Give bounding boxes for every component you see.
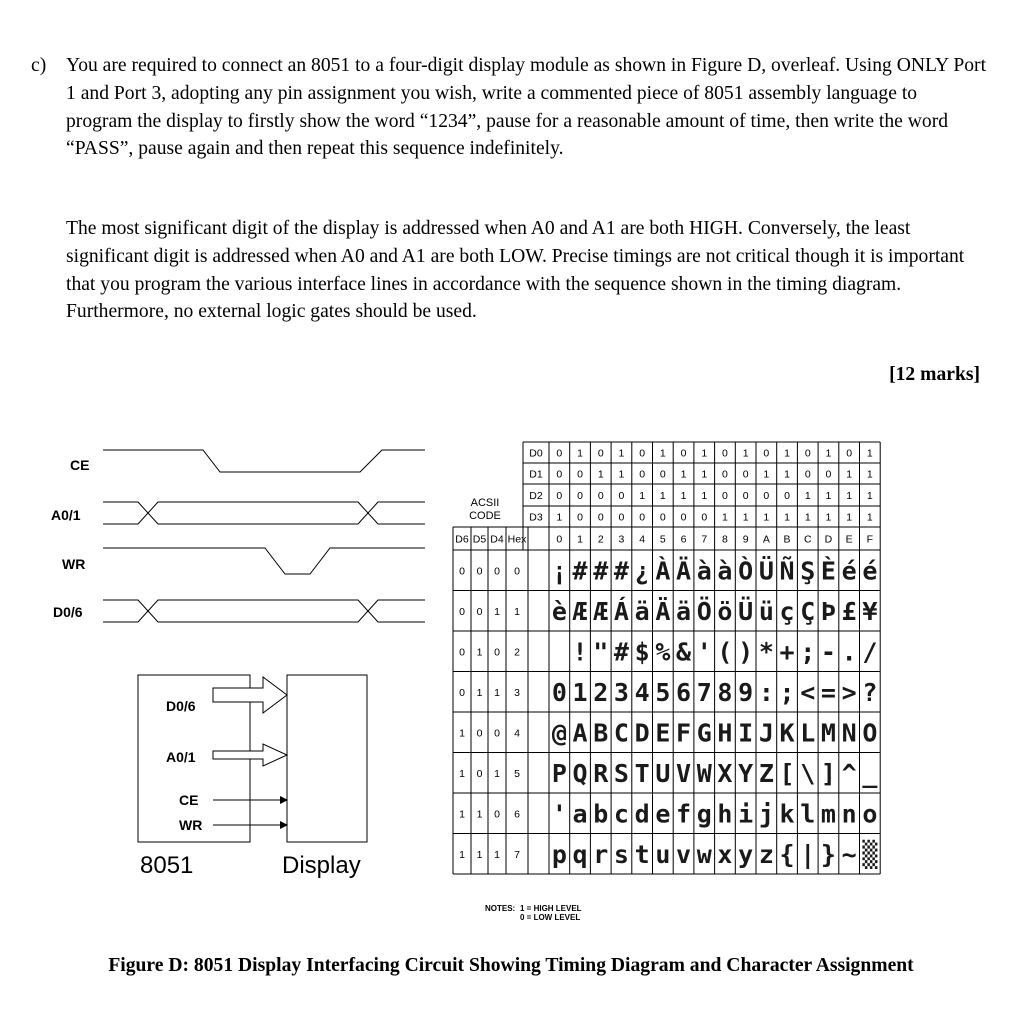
bit-cell: 0 [722, 468, 728, 481]
char-glyph: u [655, 839, 671, 869]
char-glyph: F [676, 718, 692, 748]
char-glyph: d [634, 799, 650, 829]
char-glyph: Ä [655, 596, 671, 626]
char-glyph: t [634, 839, 650, 869]
bit-row-label: D3 [529, 511, 543, 524]
char-glyph: R [593, 758, 609, 788]
bit-cell: 1 [763, 511, 770, 524]
row-bit-cell: 0 [459, 565, 465, 578]
question-paragraph-2: The most significant digit of the display is addressed when A0 and A1 are both HIGH. Conversely, the least significant digit is addressed when A0 and A1 are both LOW. Precise timings are not critical though it is important that you program the various interface lines in accordance with the sequence shown in the timing diagram. Furthermore, no external logic gates should be used. [66, 218, 965, 323]
char-glyph: T [634, 758, 650, 788]
pin-label-d06: D0/6 [166, 698, 196, 714]
bit-cell: 0 [742, 468, 749, 481]
row-bit-cell: 0 [476, 767, 483, 780]
bit-cell: 1 [846, 511, 853, 524]
bit-row-label: D2 [529, 490, 543, 502]
char-glyph: ä [676, 596, 692, 626]
row-bit-cell: 1 [476, 808, 483, 821]
char-glyph: Ò [738, 556, 754, 586]
bit-row-label: D0 [529, 447, 543, 460]
header-cell: D5 [472, 533, 487, 546]
char-glyph: n [841, 799, 857, 829]
bit-cell: 1 [659, 447, 666, 460]
row-bit-cell: 1 [494, 686, 500, 699]
row-bit-cell: 0 [476, 565, 483, 578]
char-glyph: Ç [800, 596, 816, 626]
bit-cell: 0 [597, 511, 604, 524]
char-glyph: H [717, 718, 733, 748]
char-glyph: ; [800, 637, 816, 667]
char-glyph: m [820, 799, 836, 829]
char-glyph: a [572, 799, 588, 829]
char-glyph: Y [738, 758, 754, 788]
bit-cell: 0 [763, 490, 770, 502]
char-glyph: Ü [758, 556, 774, 586]
bit-cell: 1 [701, 468, 708, 481]
pin-label-a01: A0/1 [166, 749, 196, 765]
bit-cell: 0 [618, 490, 625, 502]
char-glyph: U [655, 758, 671, 788]
char-glyph: ) [738, 637, 754, 667]
bit-cell: 0 [556, 468, 563, 481]
bit-cell: 0 [722, 490, 728, 502]
row-bit-cell: 0 [514, 565, 520, 578]
char-glyph: O [862, 718, 878, 748]
char-glyph: > [841, 677, 857, 707]
char-glyph: £ [841, 596, 857, 626]
char-glyph: + [779, 637, 795, 667]
bit-cell: 0 [846, 447, 853, 460]
char-glyph: ¿ [634, 556, 650, 586]
bit-cell: 1 [825, 511, 832, 524]
bit-cell: 1 [825, 447, 832, 460]
char-glyph: ¥ [862, 596, 878, 626]
hex-column-label: D [824, 533, 833, 546]
char-glyph: 4 [634, 677, 650, 707]
character-table [0, 420, 1022, 930]
char-glyph: X [717, 758, 733, 788]
char-glyph: S [613, 758, 629, 788]
char-glyph: # [572, 556, 588, 586]
char-glyph: e [655, 799, 671, 829]
bit-cell: 1 [804, 511, 811, 524]
char-glyph: s [613, 839, 629, 869]
char-glyph: - [820, 637, 836, 667]
char-glyph: Z [758, 758, 774, 788]
char-glyph: f [676, 799, 692, 829]
row-bit-cell: 1 [459, 767, 465, 780]
char-glyph: # [613, 556, 629, 586]
char-glyph: à [717, 556, 733, 586]
char-glyph: l [800, 799, 816, 829]
row-bit-cell: 1 [459, 808, 465, 821]
char-glyph: # [613, 637, 629, 667]
char-glyph: 7 [696, 677, 712, 707]
char-glyph: J [758, 718, 774, 748]
note-low: 0 = LOW LEVEL [520, 913, 581, 922]
char-glyph: ¡ [551, 556, 567, 586]
char-glyph: 2 [593, 677, 609, 707]
bit-cell: 1 [556, 511, 563, 524]
char-glyph: [ [779, 758, 795, 788]
char-glyph: \ [800, 758, 816, 788]
bit-cell: 0 [659, 511, 666, 524]
bit-cell: 1 [701, 490, 708, 502]
notes-label: NOTES: [485, 904, 516, 913]
bit-cell: 1 [784, 511, 790, 524]
pin-label-ce: CE [179, 792, 199, 808]
char-glyph: 5 [655, 677, 671, 707]
char-glyph: ( [717, 637, 733, 667]
bit-cell: 0 [577, 468, 583, 481]
char-glyph: C [613, 718, 629, 748]
signal-label-wr: WR [62, 556, 86, 572]
char-glyph: x [717, 839, 733, 869]
code-label: CODE [469, 510, 501, 522]
char-glyph: ; [779, 677, 795, 707]
header-cell: Hex [507, 533, 527, 546]
char-glyph: 3 [613, 677, 629, 707]
bit-cell: 1 [722, 511, 728, 524]
bit-cell: 1 [846, 490, 853, 502]
char-glyph: ^ [841, 758, 857, 788]
pin-label-wr: WR [179, 817, 203, 833]
bit-cell: 0 [763, 447, 770, 460]
figure-caption: Figure D: 8051 Display Interfacing Circuit Showing Timing Diagram and Character Assignment [108, 955, 914, 976]
bit-cell: 1 [825, 490, 832, 502]
char-glyph: : [758, 677, 774, 707]
char-glyph: È [820, 556, 836, 586]
hex-column-label: E [845, 533, 853, 546]
chip-label-8051: 8051 [140, 852, 194, 879]
char-glyph: ] [820, 758, 836, 788]
char-glyph: ' [551, 799, 567, 829]
bit-cell: 1 [742, 447, 749, 460]
bit-cell: 0 [804, 447, 811, 460]
char-glyph: Ü [738, 596, 754, 626]
hex-column-label: 1 [577, 533, 583, 546]
bit-cell: 1 [763, 468, 770, 481]
char-glyph: Ä [676, 556, 692, 586]
bit-cell: 1 [680, 468, 687, 481]
char-glyph: ç [779, 596, 795, 626]
signal-label-d06: D0/6 [53, 604, 83, 620]
hex-column-label: 7 [701, 533, 708, 546]
hex-column-label: 3 [618, 533, 625, 546]
char-glyph: p [551, 839, 567, 869]
hex-column-label: 6 [680, 533, 687, 546]
char-glyph: é [862, 556, 878, 586]
hex-column-label: 5 [659, 533, 666, 546]
row-bit-cell: 1 [494, 605, 500, 618]
char-glyph: h [717, 799, 733, 829]
char-glyph: o [862, 799, 878, 829]
bit-cell: 1 [846, 468, 853, 481]
char-glyph: w [696, 839, 712, 869]
hex-column-label: 8 [722, 533, 728, 546]
char-glyph: À [655, 556, 671, 586]
row-bit-cell: 0 [459, 605, 465, 618]
char-glyph: ~ [841, 839, 857, 869]
char-glyph: V [676, 758, 692, 788]
char-glyph: Á [613, 596, 629, 626]
row-bit-cell: 0 [494, 646, 500, 659]
char-glyph: g [696, 799, 712, 829]
row-bit-cell: 1 [494, 848, 500, 861]
char-glyph: i [738, 799, 754, 829]
hex-column-label: C [803, 533, 812, 546]
char-glyph: @ [551, 718, 567, 748]
bit-cell: 1 [659, 490, 666, 502]
char-glyph: c [613, 799, 629, 829]
display-label: Display [282, 852, 361, 879]
header-cell: D4 [490, 533, 504, 546]
char-glyph: v [676, 839, 692, 869]
row-bit-cell: 2 [514, 646, 520, 659]
char-glyph: # [593, 556, 609, 586]
char-glyph: _ [862, 758, 878, 788]
row-bit-cell: 6 [514, 808, 520, 821]
row-bit-cell: 0 [476, 727, 483, 740]
bit-cell: 0 [701, 511, 708, 524]
row-bit-cell: 1 [476, 686, 483, 699]
signal-label-ce: CE [70, 457, 90, 473]
char-glyph: à [696, 556, 712, 586]
bit-cell: 0 [680, 511, 687, 524]
char-glyph: B [593, 718, 609, 748]
bit-cell: 1 [866, 468, 873, 481]
bit-cell: 1 [866, 511, 873, 524]
char-glyph: P [551, 758, 567, 788]
bit-cell: 0 [722, 447, 728, 460]
char-glyph: M [820, 718, 836, 748]
char-glyph: Ö [696, 596, 712, 626]
bit-cell: 1 [618, 447, 625, 460]
table-cells [455, 448, 878, 869]
bit-cell: 0 [556, 447, 563, 460]
row-bit-cell: 0 [494, 565, 500, 578]
bit-cell: 0 [639, 511, 646, 524]
bit-cell: 1 [597, 468, 604, 481]
char-glyph: Þ [820, 596, 836, 626]
char-glyph: è [551, 596, 567, 626]
char-glyph: I [738, 718, 754, 748]
char-glyph: Ş [800, 556, 816, 586]
char-glyph: | [800, 839, 816, 869]
char-glyph: b [593, 799, 609, 829]
signal-label-a01: A0/1 [51, 507, 81, 523]
bit-cell: 1 [866, 447, 873, 460]
char-glyph: r [593, 839, 609, 869]
marks-label: [12 marks] [889, 364, 980, 385]
bit-cell: 0 [577, 511, 583, 524]
bit-cell: 0 [680, 447, 687, 460]
bit-cell: 1 [618, 468, 625, 481]
question-label: c) [31, 55, 47, 76]
hex-column-label: A [762, 533, 770, 546]
char-glyph: D [634, 718, 650, 748]
row-bit-cell: 1 [476, 848, 483, 861]
bit-cell: 1 [742, 511, 749, 524]
bit-cell: 0 [577, 490, 583, 502]
char-glyph: Æ [572, 596, 588, 626]
row-bit-cell: 3 [514, 686, 520, 699]
bit-cell: 1 [701, 447, 708, 460]
char-glyph: % [655, 637, 671, 667]
char-glyph: A [572, 718, 588, 748]
hex-column-label: F [866, 533, 874, 546]
row-bit-cell: 7 [514, 848, 520, 861]
char-glyph: y [738, 839, 754, 869]
char-glyph: 1 [572, 677, 588, 707]
row-bit-cell: 1 [459, 727, 465, 740]
char-glyph: Æ [593, 596, 609, 626]
char-glyph: ? [862, 677, 878, 707]
char-glyph: & [676, 637, 692, 667]
row-bit-cell: 1 [514, 605, 520, 618]
char-glyph: { [779, 839, 795, 869]
bit-cell: 1 [784, 468, 790, 481]
char-glyph: é [841, 556, 857, 586]
char-glyph: " [593, 637, 609, 667]
row-bit-cell: 0 [459, 646, 465, 659]
char-glyph: 0 [551, 677, 567, 707]
char-glyph: ö [717, 596, 733, 626]
char-glyph: q [572, 839, 588, 869]
bit-cell: 0 [742, 490, 749, 502]
bit-cell: 1 [866, 490, 873, 502]
char-glyph: E [655, 718, 671, 748]
row-bit-cell: 0 [494, 808, 500, 821]
hex-column-label: B [783, 533, 791, 546]
bit-cell: 0 [784, 490, 790, 502]
char-glyph: $ [634, 637, 650, 667]
char-glyph: K [779, 718, 795, 748]
char-glyph: ' [696, 637, 712, 667]
hex-column-label: 0 [556, 533, 563, 546]
bit-cell: 1 [680, 490, 687, 502]
char-glyph: 6 [676, 677, 692, 707]
row-bit-cell: 5 [514, 767, 520, 780]
char-glyph: / [862, 637, 878, 667]
bit-cell: 0 [639, 447, 646, 460]
char-glyph: * [758, 637, 774, 667]
bit-cell: 0 [618, 511, 625, 524]
char-glyph: < [800, 677, 816, 707]
note-high: 1 = HIGH LEVEL [520, 904, 582, 913]
char-glyph: 8 [717, 677, 733, 707]
char-glyph: 9 [738, 677, 754, 707]
char-glyph: ▒ [862, 839, 878, 869]
bit-cell: 0 [804, 468, 811, 481]
char-glyph: . [841, 637, 857, 667]
header-cell: D6 [455, 533, 469, 546]
char-glyph: G [696, 718, 712, 748]
bit-cell: 0 [556, 490, 563, 502]
row-bit-cell: 1 [459, 848, 465, 861]
char-glyph: ! [572, 637, 588, 667]
bit-cell: 1 [804, 490, 811, 502]
hex-column-label: 4 [639, 533, 646, 546]
char-glyph: Q [572, 758, 588, 788]
acsii-label: ACSII [470, 497, 500, 509]
char-glyph: k [779, 799, 795, 829]
bit-cell: 0 [825, 468, 832, 481]
hex-column-label: 9 [742, 533, 749, 546]
char-glyph: N [841, 718, 857, 748]
bit-cell: 0 [659, 468, 666, 481]
char-glyph: W [696, 758, 712, 788]
hex-column-label: 2 [597, 533, 604, 546]
row-bit-cell: 1 [494, 767, 500, 780]
bit-cell: 0 [597, 447, 604, 460]
char-glyph: L [800, 718, 816, 748]
row-bit-cell: 1 [476, 646, 483, 659]
bit-row-label: D1 [529, 468, 543, 481]
char-glyph: Ñ [779, 556, 795, 586]
char-glyph: ü [758, 596, 774, 626]
row-bit-cell: 0 [476, 605, 483, 618]
row-bit-cell: 4 [514, 727, 520, 740]
char-glyph: = [820, 677, 836, 707]
char-glyph: } [820, 839, 836, 869]
bit-cell: 0 [639, 468, 646, 481]
bit-cell: 0 [597, 490, 604, 502]
row-bit-cell: 0 [459, 686, 465, 699]
char-glyph: j [758, 799, 774, 829]
row-bit-cell: 0 [494, 727, 500, 740]
bit-cell: 1 [784, 447, 790, 460]
question-paragraph-1: You are required to connect an 8051 to a four-digit display module as shown in Figure D, overleaf. Using ONLY Port 1 and Port 3, adopting any pin assignment you wish, write a commented piece of 8051 assembly language to program the display to firstly show the word “1234”, pause for a reasonable amount of time, then write the word “PASS”, pause again and then repeat this sequence indefinitely. [66, 55, 987, 160]
char-glyph: z [758, 839, 774, 869]
bit-cell: 1 [639, 490, 646, 502]
char-glyph: ä [634, 596, 650, 626]
bit-cell: 1 [577, 447, 583, 460]
